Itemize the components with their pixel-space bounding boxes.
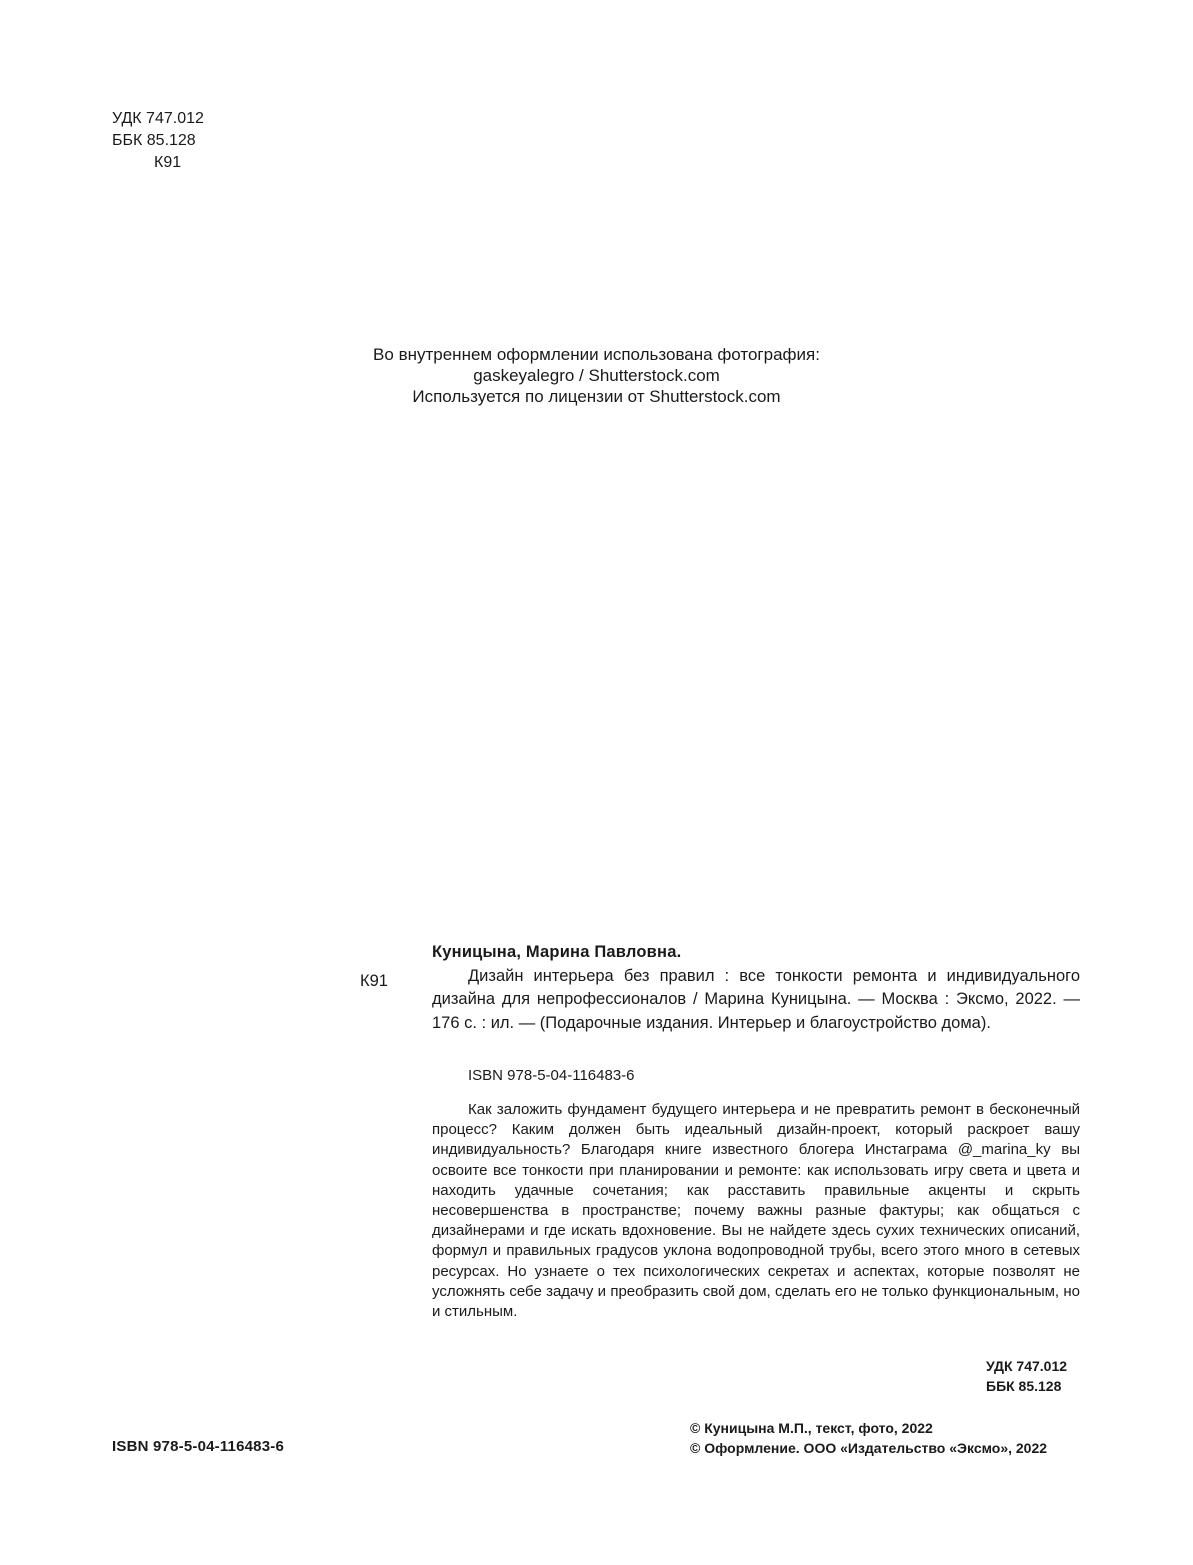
copyright-design: © Оформление. ООО «Издательство «Эксмо», 2022 xyxy=(690,1440,1048,1456)
udk-code-bottom: УДК 747.012 xyxy=(986,1358,1068,1374)
bbk-code-bottom: ББК 85.128 xyxy=(986,1378,1062,1394)
credits-line-2: gaskeyalegro / Shutterstock.com xyxy=(473,366,720,385)
catalog-author-sign: К91 xyxy=(360,972,388,990)
bbk-code: ББК 85.128 xyxy=(112,132,196,149)
footer-isbn: ISBN 978-5-04-116483-6 xyxy=(112,1438,285,1455)
copyright-block xyxy=(690,1418,1047,1458)
udk-code: УДК 747.012 xyxy=(112,110,204,127)
classification-top xyxy=(112,108,204,174)
annotation xyxy=(432,1100,1080,1322)
author-sign: К91 xyxy=(154,154,182,171)
credits-line-1: Во внутреннем оформлении использована фотография: xyxy=(373,345,820,364)
annotation-text: Как заложить фундамент будущего интерьера и не превратить ремонт в бесконечный процесс? Каким должен быть идеальный дизайн-проект, который раскроет вашу индивидуальность? Благодаря книге известного блогера Инстаграма @_marina_ky вы освоите все тонкости при планировании и ремонте: как использовать игру света и цвета и находить удачные сочетания; как расставить правильные акценты и скрыть несовершенства в пространстве; почему важны разные фактуры; как общаться с дизайнерами и где искать вдохновение. Вы не найдете здесь сухих технических описаний, формул и правильных градусов уклона водопроводной трубы, всего этого много в сетевых ресурсах. Но узнаете о тех психологических секретах и аспектах, которые позволят не усложнять себе задачу и преобразить свой дом, сделать его не только функциональным, но и стильным. xyxy=(432,1101,1080,1321)
catalog-description xyxy=(432,965,1080,1035)
classification-bottom xyxy=(986,1356,1067,1396)
copyright-text: © Куницына М.П., текст, фото, 2022 xyxy=(690,1420,933,1436)
photo-credits xyxy=(300,344,893,407)
catalog-isbn: ISBN 978-5-04-116483-6 xyxy=(468,1067,635,1084)
description-text: Дизайн интерьера без правил : все тонкости ремонта и индивидуального дизайна для непрофессионалов / Марина Куницына. — Москва : Эксмо, 2022. — 176 с. : ил. — (Подарочные издания. Интерьер и благоустройство дома). xyxy=(432,967,1080,1032)
catalog-author: Куницына, Марина Павловна. xyxy=(432,943,682,961)
credits-line-3: Используется по лицензии от Shutterstock.com xyxy=(412,387,781,406)
